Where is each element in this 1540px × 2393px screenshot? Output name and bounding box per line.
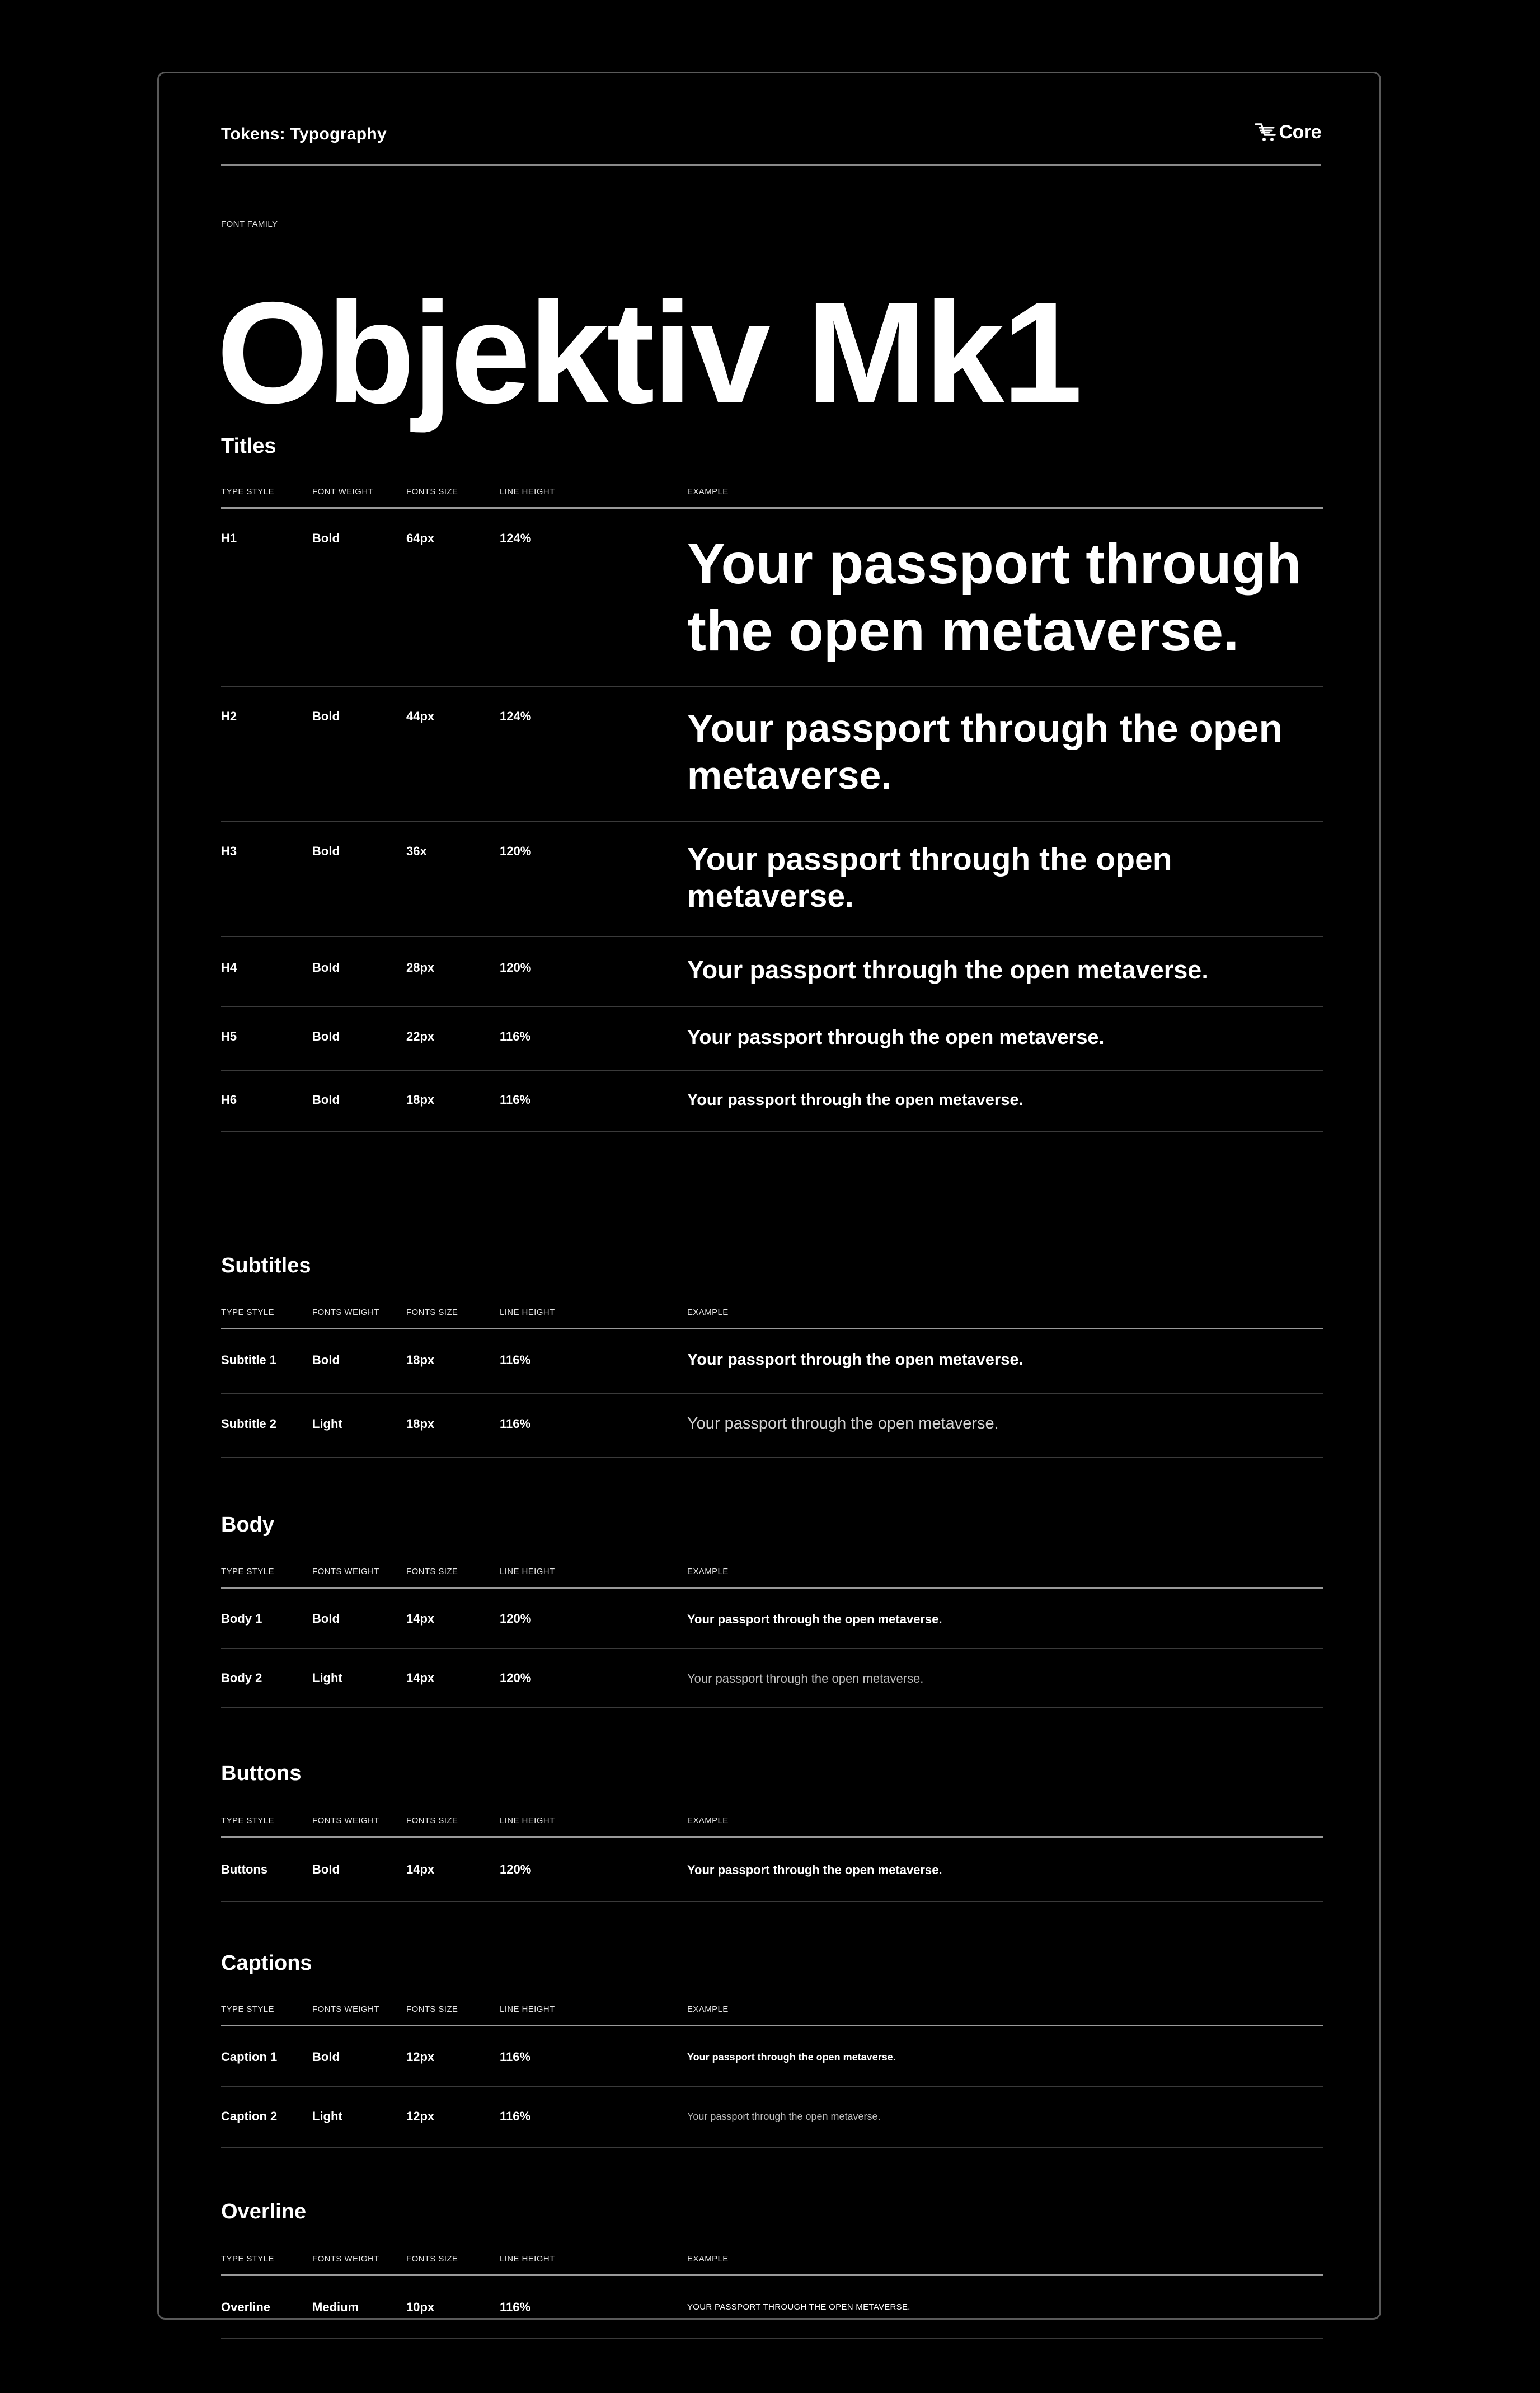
table-header <box>221 487 1323 509</box>
col-font-weight: FONTS WEIGHT <box>312 1816 379 1825</box>
table-row <box>221 1648 1323 1708</box>
table-row <box>221 821 1323 937</box>
table-row <box>221 1006 1323 1071</box>
col-line-height: LINE HEIGHT <box>500 1816 555 1825</box>
example-text: Your passport through the open metaverse. <box>687 956 1209 984</box>
font-weight: Bold <box>312 2050 340 2064</box>
font-weight: Bold <box>312 1029 340 1043</box>
type-style: Overline <box>221 2300 271 2314</box>
table-row <box>221 1838 1323 1902</box>
font-size: 14px <box>406 1671 435 1685</box>
col-example: EXAMPLE <box>687 487 729 497</box>
line-height: 116% <box>500 2300 531 2314</box>
table-header <box>221 1816 1323 1838</box>
col-font-size: FONTS SIZE <box>406 1308 458 1317</box>
example-text: Your passport through the open metaverse. <box>687 841 1172 914</box>
example-text: Your passport through the open metaverse. <box>687 1671 924 1685</box>
type-style: Body 2 <box>221 1671 262 1685</box>
table-row <box>221 686 1323 822</box>
font-weight: Bold <box>312 1353 340 1367</box>
line-height: 116% <box>500 1417 531 1431</box>
font-size: 36x <box>406 844 427 858</box>
line-height: 116% <box>500 1353 531 1367</box>
col-type-style: TYPE STYLE <box>221 487 274 497</box>
line-height: 116% <box>500 2050 531 2064</box>
example-text: Your passport through the open metaverse. <box>687 1612 942 1626</box>
example-text: Your passport through the open metaverse. <box>687 1091 1023 1109</box>
example-text: Your passport through the open metaverse. <box>687 1351 1023 1369</box>
table-row <box>221 1589 1323 1649</box>
font-weight: Bold <box>312 844 340 858</box>
table-row <box>221 1070 1323 1132</box>
col-line-height: LINE HEIGHT <box>500 2005 555 2014</box>
doc-title: Tokens: Typography <box>221 125 387 143</box>
table-header <box>221 1308 1323 1329</box>
col-type-style: TYPE STYLE <box>221 2005 274 2014</box>
font-weight: Medium <box>312 2300 359 2314</box>
line-height: 116% <box>500 2109 531 2123</box>
type-style: Caption 1 <box>221 2050 278 2064</box>
table-header <box>221 2005 1323 2026</box>
col-font-size: FONTS SIZE <box>406 487 458 497</box>
font-weight: Light <box>312 1671 342 1685</box>
font-size: 18px <box>406 1353 435 1367</box>
col-font-size: FONTS SIZE <box>406 2005 458 2014</box>
font-weight: Bold <box>312 1612 340 1626</box>
col-example: EXAMPLE <box>687 2254 729 2264</box>
example-text: YOUR PASSPORT THROUGH THE OPEN METAVERSE. <box>687 2302 910 2312</box>
core-logo-icon <box>1255 123 1277 143</box>
col-type-style: TYPE STYLE <box>221 1308 274 1317</box>
font-weight: Light <box>312 2109 342 2123</box>
font-weight: Bold <box>312 961 340 975</box>
type-style: Subtitle 2 <box>221 1417 277 1431</box>
type-style: H4 <box>221 961 237 975</box>
table-row <box>221 936 1323 1007</box>
type-style: H2 <box>221 709 237 723</box>
font-size: 12px <box>406 2109 435 2123</box>
font-size: 12px <box>406 2050 435 2064</box>
spec-card <box>157 72 1381 2320</box>
col-font-weight: FONTS WEIGHT <box>312 1308 379 1317</box>
font-weight: Bold <box>312 531 340 545</box>
section-title-buttons: Buttons <box>221 1762 302 1785</box>
example-text: Your passport through the open metaverse. <box>687 532 1302 663</box>
section-title-titles: Titles <box>221 434 276 458</box>
type-style: Buttons <box>221 1862 268 1876</box>
col-example: EXAMPLE <box>687 1816 729 1825</box>
font-size: 22px <box>406 1029 435 1043</box>
font-weight: Bold <box>312 709 340 723</box>
col-line-height: LINE HEIGHT <box>500 1308 555 1317</box>
table-header <box>221 1567 1323 1589</box>
line-height: 116% <box>500 1093 531 1107</box>
table-header <box>221 2254 1323 2276</box>
col-example: EXAMPLE <box>687 1308 729 1317</box>
section-title-captions: Captions <box>221 1951 312 1975</box>
font-size: 10px <box>406 2300 435 2314</box>
type-style: Subtitle 1 <box>221 1353 277 1367</box>
font-size: 18px <box>406 1417 435 1431</box>
font-size: 64px <box>406 531 435 545</box>
font-weight: Bold <box>312 1862 340 1876</box>
col-type-style: TYPE STYLE <box>221 2254 274 2264</box>
type-style: Caption 2 <box>221 2109 278 2123</box>
col-font-weight: FONTS WEIGHT <box>312 2005 379 2014</box>
type-style: H6 <box>221 1093 237 1107</box>
line-height: 120% <box>500 1671 532 1685</box>
font-size: 18px <box>406 1093 435 1107</box>
table-row <box>221 509 1323 687</box>
col-type-style: TYPE STYLE <box>221 1567 274 1576</box>
col-font-size: FONTS SIZE <box>406 2254 458 2264</box>
col-font-size: FONTS SIZE <box>406 1567 458 1576</box>
page-header <box>221 121 1321 166</box>
font-family-label: FONT FAMILY <box>221 219 278 229</box>
table-row <box>221 2276 1323 2339</box>
font-size: 14px <box>406 1862 435 1876</box>
line-height: 116% <box>500 1029 531 1043</box>
col-font-weight: FONT WEIGHT <box>312 487 374 497</box>
type-style: Body 1 <box>221 1612 262 1626</box>
section-title-overline: Overline <box>221 2200 307 2223</box>
table-row <box>221 1329 1323 1394</box>
font-size: 44px <box>406 709 435 723</box>
font-weight: Bold <box>312 1093 340 1107</box>
col-line-height: LINE HEIGHT <box>500 487 555 497</box>
col-font-weight: FONTS WEIGHT <box>312 2254 379 2264</box>
col-line-height: LINE HEIGHT <box>500 2254 555 2264</box>
line-height: 120% <box>500 961 532 975</box>
col-example: EXAMPLE <box>687 1567 729 1576</box>
table-row <box>221 2086 1323 2148</box>
font-size: 14px <box>406 1612 435 1626</box>
section-title-body: Body <box>221 1513 274 1537</box>
col-example: EXAMPLE <box>687 2005 729 2014</box>
col-type-style: TYPE STYLE <box>221 1816 274 1825</box>
line-height: 124% <box>500 709 532 723</box>
col-font-weight: FONTS WEIGHT <box>312 1567 379 1576</box>
line-height: 120% <box>500 1862 532 1876</box>
brand-name: Core <box>1279 121 1321 143</box>
line-height: 120% <box>500 1612 532 1626</box>
table-row <box>221 1393 1323 1458</box>
font-weight: Light <box>312 1417 342 1431</box>
line-height: 120% <box>500 844 532 858</box>
col-font-size: FONTS SIZE <box>406 1816 458 1825</box>
brand <box>1255 121 1321 143</box>
type-style: H1 <box>221 531 237 545</box>
example-text: Your passport through the open metaverse. <box>687 706 1283 797</box>
example-text: Your passport through the open metaverse. <box>687 2052 896 2063</box>
type-style: H5 <box>221 1029 237 1043</box>
example-text: Your passport through the open metaverse. <box>687 1415 999 1432</box>
font-size: 28px <box>406 961 435 975</box>
example-text: Your passport through the open metaverse. <box>687 1863 942 1877</box>
example-text: Your passport through the open metaverse. <box>687 1025 1105 1048</box>
section-title-subtitles: Subtitles <box>221 1254 311 1277</box>
col-line-height: LINE HEIGHT <box>500 1567 555 1576</box>
line-height: 124% <box>500 531 532 545</box>
type-style: H3 <box>221 844 237 858</box>
table-row <box>221 2026 1323 2087</box>
font-family-name: Objektiv Mk1 <box>217 271 1081 433</box>
example-text: Your passport through the open metaverse. <box>687 2111 881 2122</box>
